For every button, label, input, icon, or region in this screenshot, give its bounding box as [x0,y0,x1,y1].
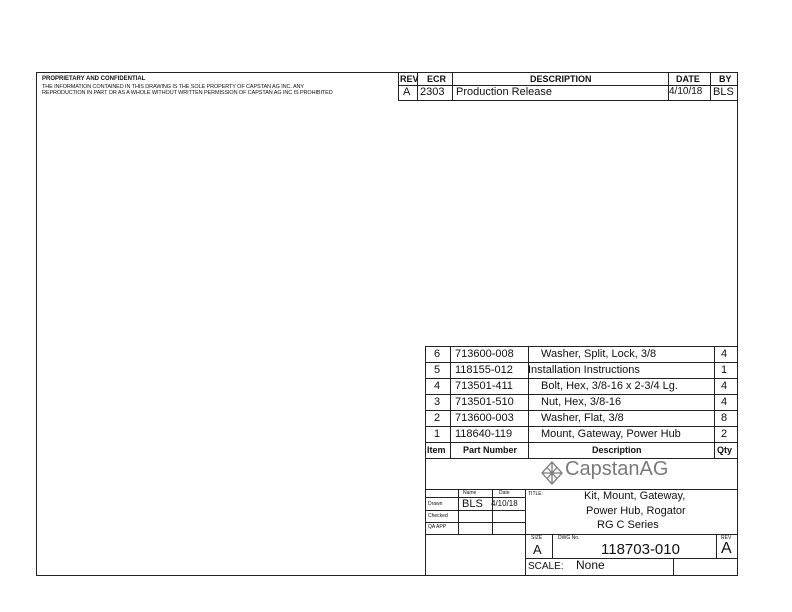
name-label: Name [463,490,477,496]
title-line-2: Power Hub, Rogator [586,505,686,517]
bom-part-number: 713600-008 [455,348,514,360]
dwg-no-label: DWG No. [558,535,580,541]
title-line-1: Kit, Mount, Gateway, [584,490,686,502]
date-header: DATE [676,74,700,84]
drawn-label: Drawn [428,501,443,507]
scale-value: None [576,558,605,572]
size-label: SIZE [531,535,543,541]
bom-description: Nut, Hex, 3/8-16 [541,396,622,408]
bom-qty: 2 [721,428,728,440]
confidential-text: THE INFORMATION CONTAINED IN THIS DRAWING IS THE SOLE PROPERTY OF CAPSTAN AG INC. ANY REPRODUCTION IN PART OR AS A WHOLE WITHOUT WRITTEN PERMISSION OF CAPSTAN AG INC IS PROHIBITED [42,84,333,97]
bom-item: 6 [434,348,441,360]
bom-description-header: Description [592,445,642,455]
bom-part-number-header: Part Number [463,445,518,455]
company-logo-text: CapstanAG [565,458,669,480]
bom-part-number: 713600-003 [455,412,514,424]
rev-label: REV [721,535,732,541]
bom-qty: 4 [721,380,728,392]
bom-description: Mount, Gateway, Power Hub [541,428,681,440]
capstan-logo-icon [540,460,564,486]
size-value: A [533,542,542,557]
rev-description-value: Production Release [456,86,553,98]
rev-by-value: BLS [713,86,734,98]
bom-part-number: 118155-012 [455,364,513,376]
bom-description: Installation Instructions [528,364,640,376]
by-header: BY [719,74,732,84]
rev-header: REV [400,74,419,84]
bom-item: 2 [434,412,441,424]
bom-description: Washer, Split, Lock, 3/8 [541,348,657,360]
bom-qty: 4 [721,396,728,408]
bom-part-number: 118640-119 [455,428,513,440]
ecr-header: ECR [427,74,447,84]
drawn-name-value: BLS [462,498,483,510]
bom-item-header: Item [427,445,446,455]
checked-label: Checked [428,513,448,519]
confidential-title: PROPRIETARY AND CONFIDENTIAL [42,76,146,82]
title-line-3: RG C Series [597,519,659,531]
description-header: DESCRIPTION [530,74,592,84]
bom-description: Bolt, Hex, 3/8-16 x 2-3/4 Lg. [541,380,678,392]
ecr-value: 2303 [420,86,445,98]
bom-qty-header: Qty [717,445,733,455]
bom-item: 4 [434,380,441,392]
bom-description: Washer, Flat, 3/8 [541,412,624,424]
bom-item: 5 [434,364,441,376]
bom-qty: 8 [721,412,728,424]
bom-item: 1 [434,428,441,440]
title-rev-value: A [721,540,732,557]
rev-date-value: 4/10/18 [669,86,703,97]
date-label: Date [499,490,510,496]
rev-value: A [403,86,411,98]
bom-qty: 1 [721,364,728,376]
qa-app-label: QA APP [428,524,447,530]
title-label: TITLE: [528,491,544,497]
drawn-date-value: 4/10/18 [491,499,518,508]
scale-label: SCALE: [528,561,564,572]
bom-item: 3 [434,396,441,408]
bom-qty: 4 [721,348,728,360]
bom-part-number: 713501-510 [455,396,514,408]
dwg-no-value: 118703-010 [601,541,680,558]
bom-part-number: 713501-411 [455,380,513,392]
